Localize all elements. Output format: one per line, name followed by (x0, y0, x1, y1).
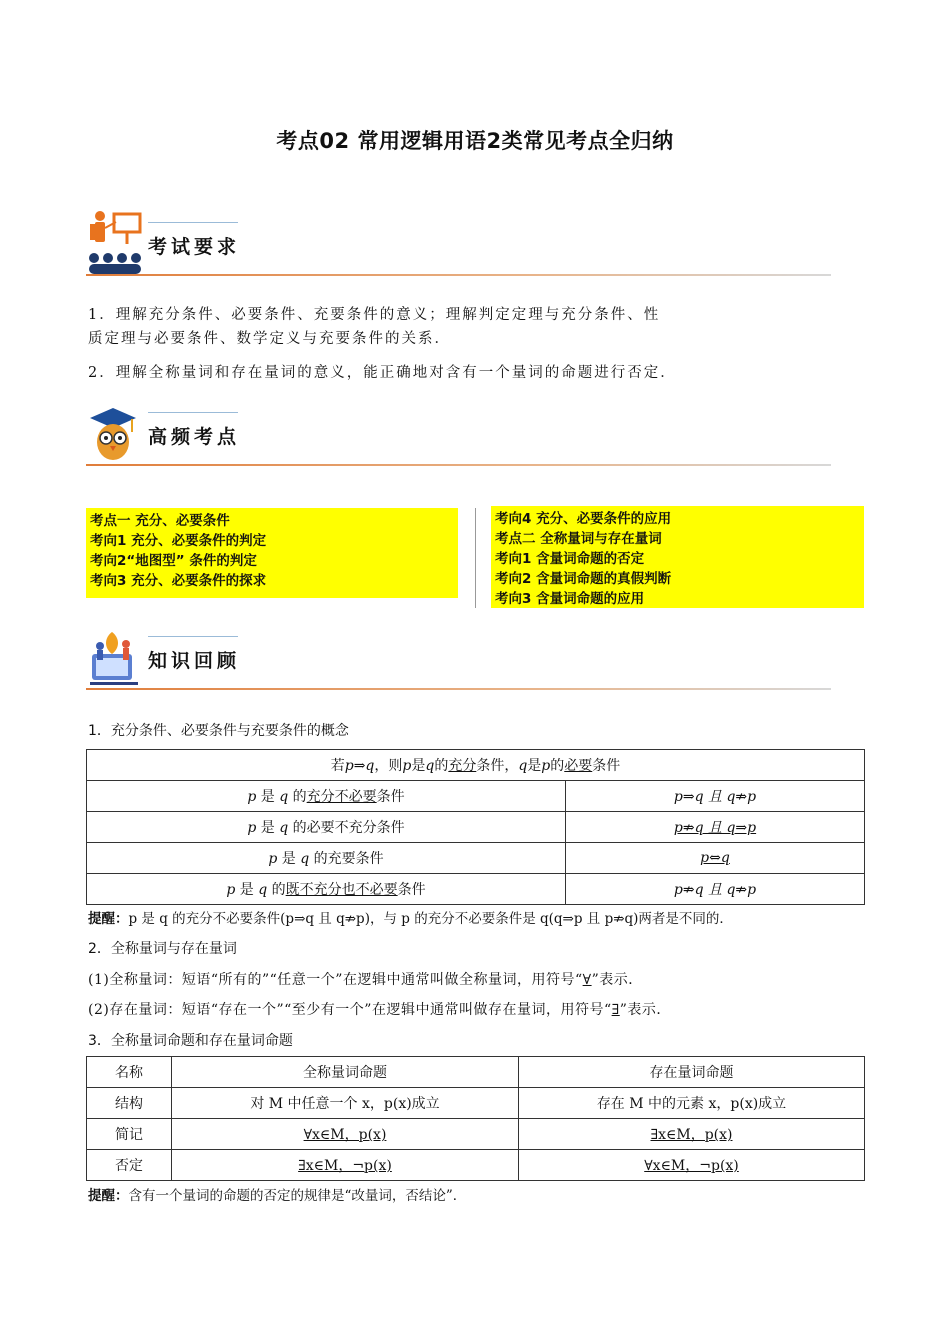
table-row (87, 1057, 865, 1088)
table-row (87, 781, 865, 812)
study-figures-icon (86, 626, 146, 690)
table-cell: 否定 (87, 1150, 172, 1181)
table-header-cell: 全称量词命题 (172, 1057, 519, 1088)
table-cell: p⇒q 且 q⇏p (566, 781, 865, 812)
table-cell: 对 M 中任意一个 x，p(x)成立 (172, 1088, 519, 1119)
quantifier-table (86, 1056, 865, 1181)
table-cell: p 是 q 的充要条件 (87, 843, 566, 874)
point-item: 考点一 充分、必要条件 (90, 513, 230, 529)
table-cell: ∀x∈M，¬p(x) (519, 1150, 865, 1181)
section-header-exam-requirements (86, 208, 831, 278)
reminder-label: 提醒： (88, 1188, 129, 1204)
table-header-cell: 若p⇒q，则p是q的充分条件，q是p的必要条件 (87, 750, 865, 781)
table-row (87, 1119, 865, 1150)
requirement-line: 1．理解充分条件、必要条件、充要条件的意义；理解判定定理与充分条件、性 (88, 307, 661, 323)
section-header-high-frequency (86, 398, 831, 468)
table-cell: ∀x∈M，p(x) (172, 1119, 519, 1150)
table-cell: p 是 q 的充分不必要条件 (87, 781, 566, 812)
point-item: 考向2 含量词命题的真假判断 (495, 571, 672, 587)
point-item: 考向4 充分、必要条件的应用 (495, 511, 672, 527)
knowledge-heading-2: 2．全称量词与存在量词 (88, 941, 237, 957)
table-cell: p 是 q 的既不充分也不必要条件 (87, 874, 566, 905)
table-cell: p 是 q 的必要不充分条件 (87, 812, 566, 843)
section-title: 考试要求 (148, 236, 241, 258)
table-cell: ∃x∈M，¬p(x) (172, 1150, 519, 1181)
reminder-1 (88, 907, 868, 927)
requirements-list (88, 303, 848, 385)
points-box-left (86, 508, 458, 598)
reminder-text: p 是 q 的充分不必要条件(p⇒q 且 q⇏p)，与 p 的充分不必要条件是 q(q⇒p 且 p⇏q)两者是不同的． (128, 911, 733, 927)
table-row (87, 812, 865, 843)
reminder-2 (88, 1184, 868, 1204)
point-item: 考向3 含量词命题的应用 (495, 591, 645, 607)
table-cell: p⇏q 且 q⇏p (566, 874, 865, 905)
requirement-line: 质定理与必要条件、数学定义与充要条件的关系． (88, 331, 451, 347)
point-item: 考向2“地图型” 条件的判定 (90, 553, 257, 569)
table-cell: ∃x∈M，p(x) (519, 1119, 865, 1150)
table-header-cell: 存在量词命题 (519, 1057, 865, 1088)
requirement-line: 2．理解全称量词和存在量词的意义，能正确地对含有一个量词的命题进行否定． (88, 365, 677, 381)
table-row (87, 874, 865, 905)
section-title: 高频考点 (148, 426, 241, 448)
section-title: 知识回顾 (148, 650, 241, 672)
table-row (87, 750, 865, 781)
teacher-audience-icon (86, 208, 148, 278)
existential-quantifier-line: (2)存在量词：短语“存在一个”“至少有一个”在逻辑中通常叫做存在量词，用符号“∃”表示． (88, 1002, 671, 1018)
conditions-table (86, 749, 865, 905)
reminder-text: 含有一个量词的命题的否定的规律是“改量词，否结论”． (128, 1188, 467, 1204)
table-cell: p⇏q 且 q⇒p (566, 812, 865, 843)
point-item: 考向1 含量词命题的否定 (495, 551, 645, 567)
table-cell: 结构 (87, 1088, 172, 1119)
table-row (87, 843, 865, 874)
points-box-right (491, 506, 864, 608)
table-header-cell: 名称 (87, 1057, 172, 1088)
graduate-owl-icon (88, 406, 138, 464)
page-title: 考点02 常用逻辑用语2类常见考点全归纳 (276, 129, 674, 153)
table-row (87, 1088, 865, 1119)
universal-quantifier-line: (1)全称量词：短语“所有的”“任意一个”在逻辑中通常叫做全称量词，用符号“∀”表示． (88, 972, 643, 988)
table-cell: 简记 (87, 1119, 172, 1150)
reminder-label: 提醒： (88, 911, 129, 927)
points-divider (475, 508, 476, 608)
section-header-knowledge-review (86, 622, 831, 692)
table-cell: 存在 M 中的元素 x，p(x)成立 (519, 1088, 865, 1119)
table-row (87, 1150, 865, 1181)
point-item: 考向3 充分、必要条件的探求 (90, 573, 267, 589)
point-item: 考点二 全称量词与存在量词 (495, 531, 662, 547)
table-cell: p⇔q (566, 843, 865, 874)
knowledge-heading-3: 3．全称量词命题和存在量词命题 (88, 1033, 293, 1049)
point-item: 考向1 充分、必要条件的判定 (90, 533, 267, 549)
knowledge-heading-1: 1．充分条件、必要条件与充要条件的概念 (88, 723, 349, 739)
